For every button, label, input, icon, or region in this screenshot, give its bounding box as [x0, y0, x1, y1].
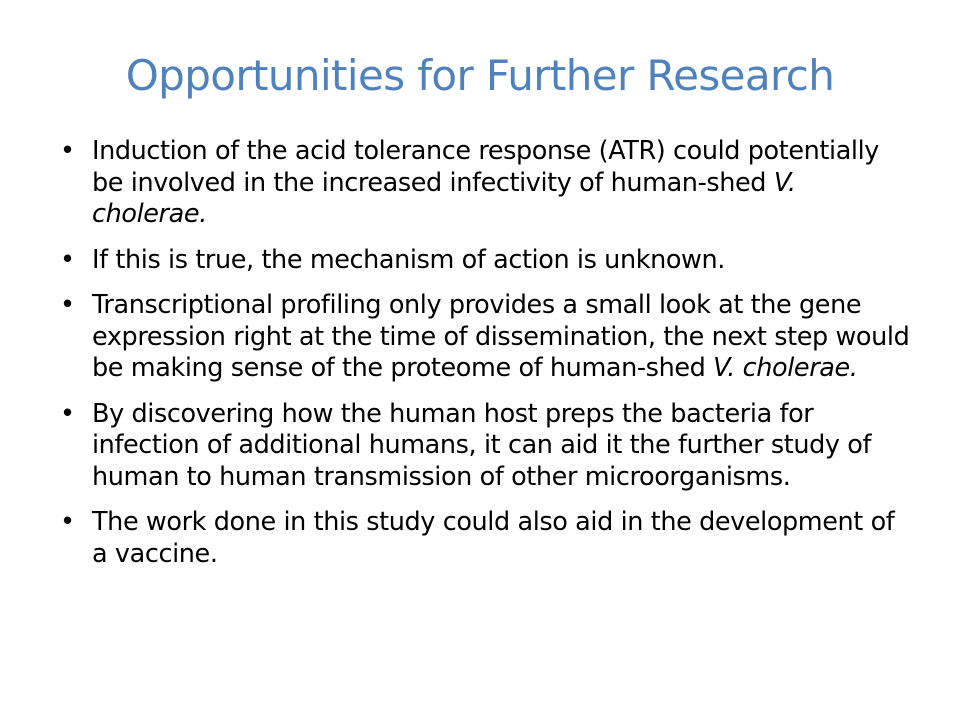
bullet-item	[60, 507, 910, 570]
bullet-item	[60, 399, 910, 494]
species-name: V. cholerae.	[92, 167, 796, 229]
bullet-text: By discovering how the human host preps the bacteria for infection of additional humans, it can aid it the further study of human to human transmission of other microorganisms.	[92, 398, 872, 492]
bullet-text: If this is true, the mechanism of action is unknown.	[92, 244, 725, 275]
bullet-dot-icon: •	[60, 136, 75, 166]
bullet-item	[60, 290, 910, 385]
bullet-list	[60, 136, 910, 584]
bullet-dot-icon: •	[60, 290, 75, 320]
slide-title: Opportunities for Further Research	[125, 51, 835, 100]
bullet-text: The work done in this study could also aid in the development of a vaccine.	[92, 507, 895, 569]
bullet-text: Transcriptional profiling only provides a small look at the gene expression right at the time of dissemination, the next step would be making sense of the proteome of human-shed	[92, 290, 910, 383]
bullet-item	[60, 136, 910, 231]
species-name: V. cholerae.	[713, 353, 858, 383]
bullet-dot-icon: •	[60, 398, 75, 429]
bullet-text: Induction of the acid tolerance response (ATR) could potentially be involved in the increased infectivity of human-shed	[92, 136, 879, 198]
bullet-dot-icon: •	[60, 244, 75, 275]
bullet-dot-icon: •	[60, 507, 75, 537]
bullet-item	[60, 245, 910, 277]
